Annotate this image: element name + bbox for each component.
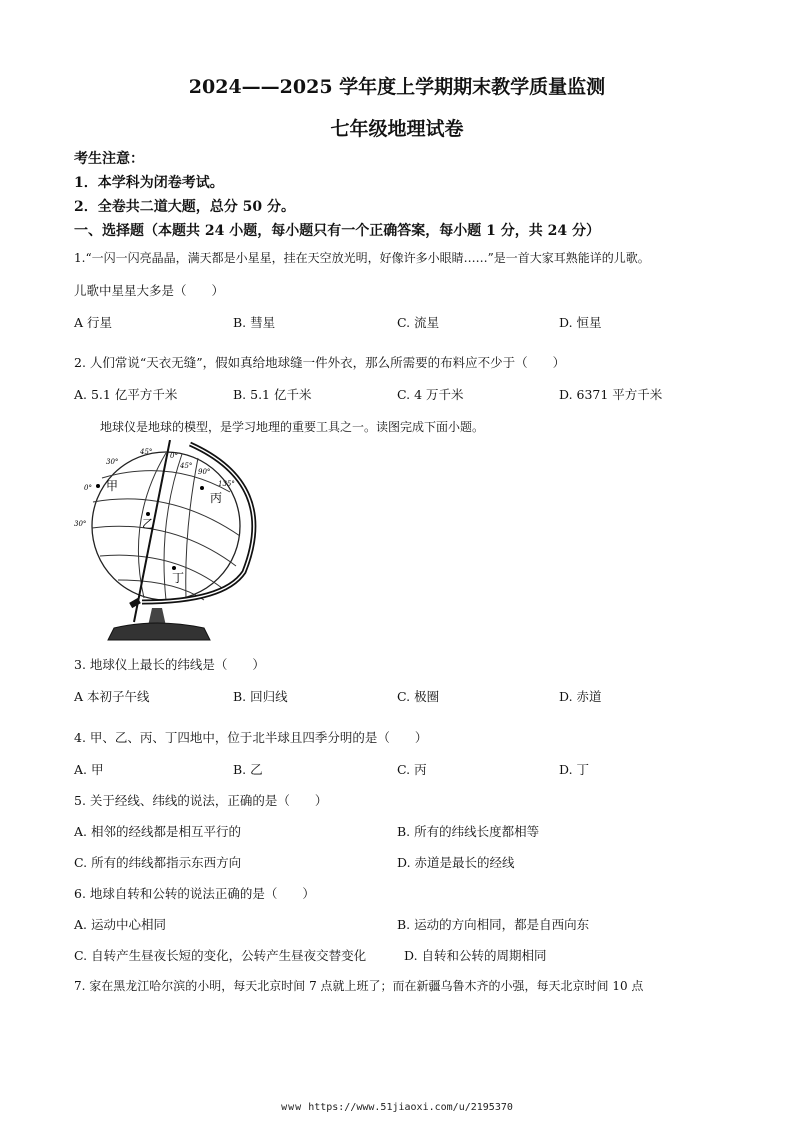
option-c: C. 自转产生昼夜长短的变化，公转产生昼夜交替变化 <box>74 948 367 963</box>
section-heading: 一、选择题（本题共 24 小题，每小题只有一个正确答案，每小题 1 分，共 24 分） <box>74 223 600 239</box>
option-a: A. 相邻的经线都是相互平行的 <box>74 824 241 839</box>
question-stem: 7. 家在黑龙江哈尔滨的小明，每天北京时间 7 点就上班了；而在新疆乌鲁木齐的小强，每天北京时间 10 点 <box>74 979 644 993</box>
question-stem: 6. 地球自转和公转的说法正确的是（ ） <box>74 886 315 901</box>
option-d: D. 丁 <box>559 762 590 777</box>
option-d: D. 自转和公转的周期相同 <box>404 948 547 963</box>
option-c: C. 4 万千米 <box>397 387 464 402</box>
option-c: C. 所有的纬线都指示东西方向 <box>74 855 242 870</box>
label-bing: 丙 <box>210 491 223 505</box>
label-lat30s: 30° <box>74 520 87 528</box>
option-a: A 行星 <box>74 315 113 330</box>
option-d: D. 6371 平方千米 <box>559 387 663 402</box>
notice-item: 1．本学科为闭卷考试。 <box>74 175 224 191</box>
label-yi: 乙 <box>142 517 155 531</box>
question-stem: 1.“一闪一闪亮晶晶，满天都是小星星，挂在天空放光明，好像许多小眼睛……”是一首大家耳熟能详的儿歌。 <box>74 251 650 265</box>
label-jia: 甲 <box>106 479 119 493</box>
label-lon45e: 45° <box>180 462 193 470</box>
globe-figure <box>74 440 274 648</box>
label-lat30n: 30° <box>106 458 119 466</box>
globe-stand-base <box>108 623 210 640</box>
question-stem: 5. 关于经线、纬线的说法，正确的是（ ） <box>74 793 328 808</box>
page-title: 2024——2025 学年度上学期期末教学质量监测 <box>188 76 606 98</box>
option-b: B. 运动的方向相同，都是自西向东 <box>397 917 590 932</box>
point-ding <box>172 566 176 570</box>
option-d: D. 赤道是最长的经线 <box>397 855 515 870</box>
option-c: C. 流星 <box>397 315 440 330</box>
label-lat0: 0° <box>84 484 92 492</box>
label-lon45w: 45° <box>140 448 153 456</box>
option-b: B. 彗星 <box>233 315 276 330</box>
question-stem: 3. 地球仪上最长的纬线是（ ） <box>74 657 265 672</box>
question-stem: 儿歌中星星大多是（ ） <box>74 283 225 298</box>
footer <box>0 1102 794 1113</box>
option-b: B. 5.1 亿千米 <box>233 387 312 402</box>
label-ding: 丁 <box>172 571 185 585</box>
question-stem: 2. 人们常说“天衣无缝”，假如真给地球缝一件外衣，那么所需要的布料应不少于（ ） <box>74 355 566 370</box>
option-b: B. 所有的纬线长度都相等 <box>397 824 540 839</box>
label-lon135: 135° <box>218 480 235 488</box>
label-lon0: 0° <box>170 452 178 460</box>
option-c: C. 极圈 <box>397 689 440 704</box>
option-b: B. 乙 <box>233 762 263 777</box>
option-d: D. 赤道 <box>559 689 602 704</box>
point-bing <box>200 486 204 490</box>
footer-mark: www <box>281 1102 303 1113</box>
notice-heading: 考生注意： <box>74 151 144 167</box>
option-a: A. 运动中心相同 <box>74 917 166 932</box>
option-d: D. 恒星 <box>559 315 602 330</box>
point-jia <box>96 484 100 488</box>
option-c: C. 丙 <box>397 762 427 777</box>
option-a: A. 5.1 亿平方千米 <box>74 387 178 402</box>
notice-item: 2．全卷共二道大题，总分 50 分。 <box>74 199 295 215</box>
passage-text: 地球仪是地球的模型，是学习地理的重要工具之一。读图完成下面小题。 <box>100 420 485 434</box>
label-lon90: 90° <box>198 468 211 476</box>
point-yi <box>146 512 150 516</box>
footer-url[interactable]: https://www.51jiaoxi.com/u/2195370 <box>308 1102 513 1113</box>
option-a: A 本初子午线 <box>74 689 150 704</box>
question-stem: 4. 甲、乙、丙、丁四地中，位于北半球且四季分明的是（ ） <box>74 730 428 745</box>
page-subtitle: 七年级地理试卷 <box>330 118 464 140</box>
option-b: B. 回归线 <box>233 689 288 704</box>
option-a: A. 甲 <box>74 762 104 777</box>
